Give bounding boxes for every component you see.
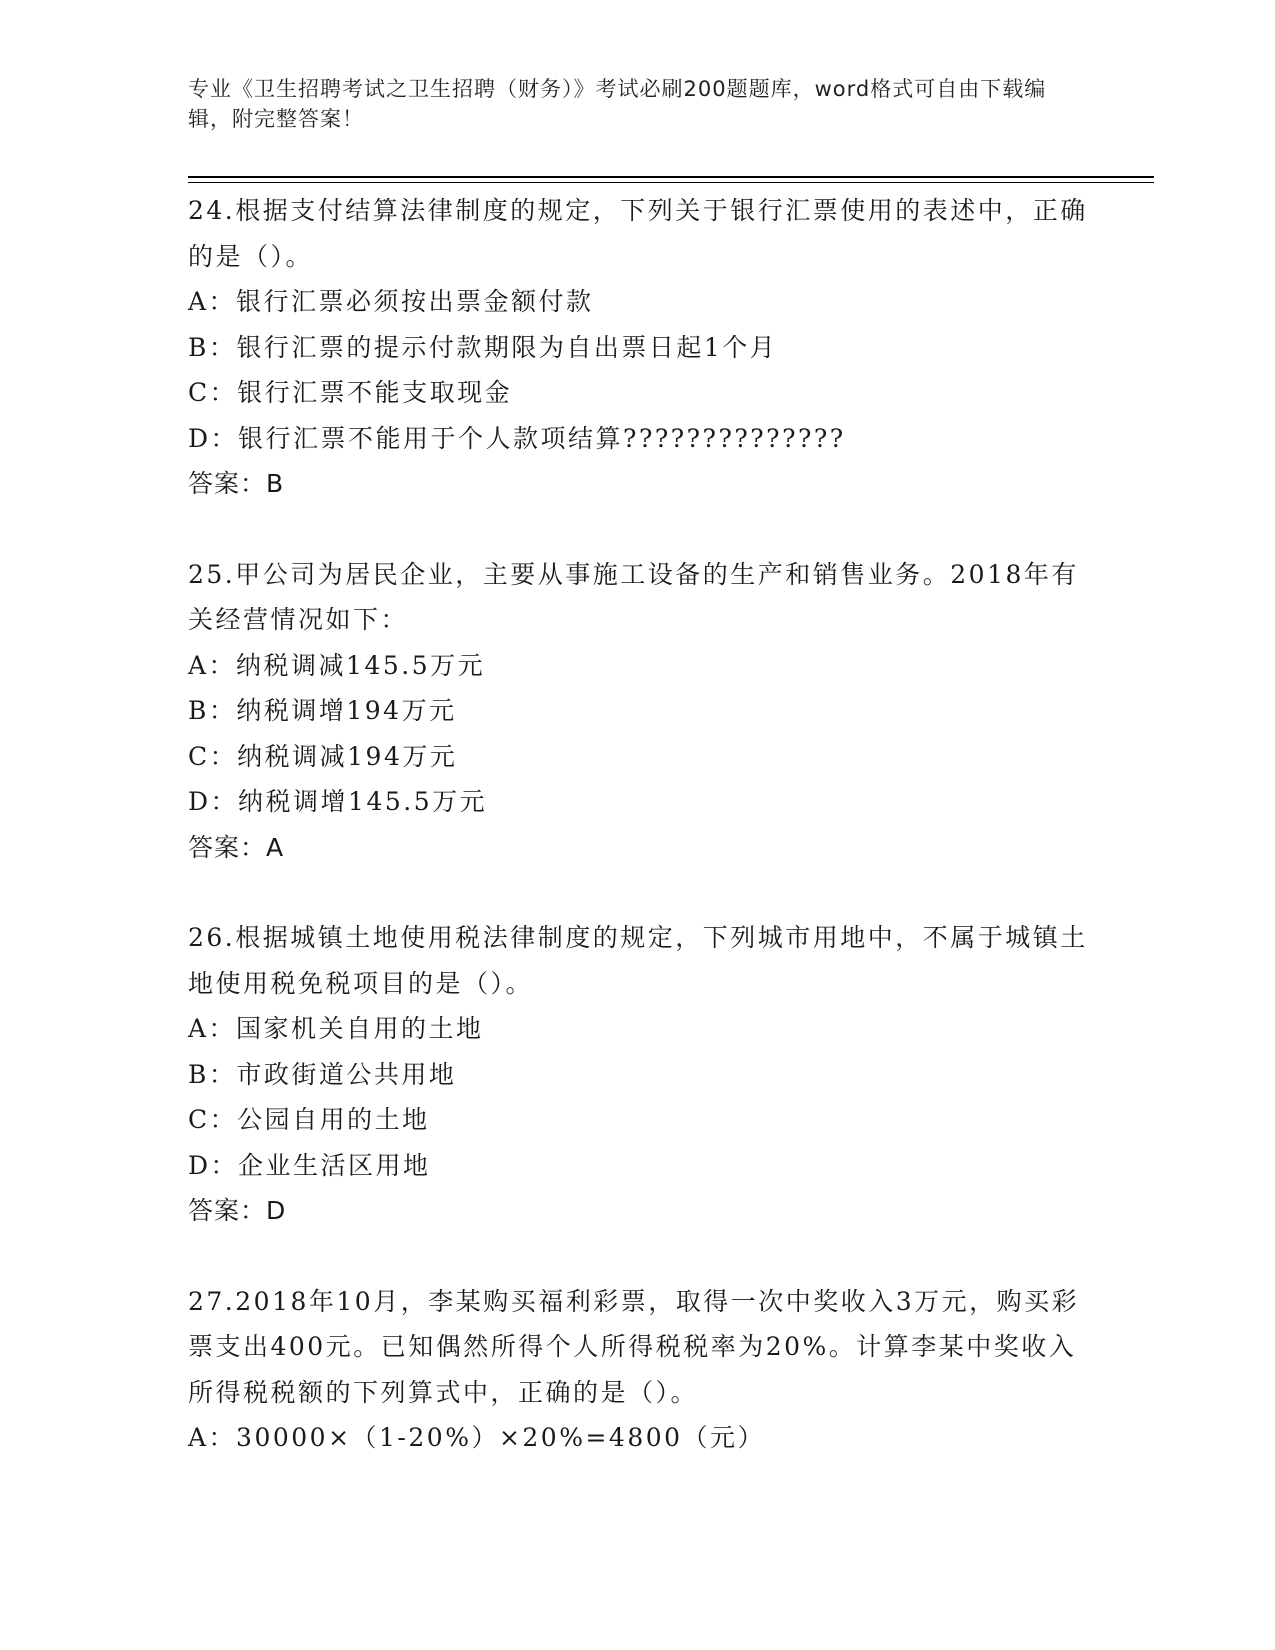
question-list (188, 188, 1088, 1506)
question-stem: 27.2018年10月，李某购买福利彩票，取得一次中奖收入3万元，购买彩票支出400元。已知偶然所得个人所得税税率为20%。计算李某中奖收入所得税税额的下列算式中，正确的是（）。 (188, 1286, 1080, 1407)
question-26 (188, 915, 1088, 1234)
option-d: D：企业生活区用地 (188, 1150, 431, 1180)
option-a: A：纳税调减145.5万元 (188, 650, 486, 680)
option-b: B：市政街道公共用地 (188, 1059, 457, 1089)
answer-line: 答案：A (188, 832, 285, 862)
question-stem: 24.根据支付结算法律制度的规定，下列关于银行汇票使用的表述中，正确的是（）。 (188, 196, 1088, 271)
option-c: C：公园自用的土地 (188, 1105, 430, 1134)
question-25 (188, 552, 1088, 871)
answer-line: 答案：B (188, 469, 285, 498)
question-stem: 26.根据城镇土地使用税法律制度的规定，下列城市用地中，不属于城镇土地使用税免税项目的是（）。 (188, 923, 1088, 998)
option-a: A：30000×（1-20%）×20%=4800（元） (188, 1423, 766, 1452)
option-a: A：银行汇票必须按出票金额付款 (188, 287, 594, 316)
document-header: 专业《卫生招聘考试之卫生招聘（财务）》考试必刷200题题库，word格式可自由下载编辑，附完整答案！ (188, 77, 1047, 131)
option-c: C：银行汇票不能支取现金 (188, 378, 513, 407)
question-stem: 25.甲公司为居民企业，主要从事施工设备的生产和销售业务。2018年有关经营情况如下： (188, 559, 1079, 634)
option-b: B：银行汇票的提示付款期限为自出票日起1个月 (188, 332, 778, 362)
option-b: B：纳税调增194万元 (188, 696, 457, 725)
question-24 (188, 188, 1088, 507)
option-d: D：银行汇票不能用于个人款项结算?????????????? (188, 423, 846, 453)
question-27 (188, 1279, 1088, 1461)
option-c: C：纳税调减194万元 (188, 741, 458, 771)
option-a: A：国家机关自用的土地 (188, 1014, 484, 1043)
option-d: D：纳税调增145.5万元 (188, 787, 488, 816)
answer-line: 答案：D (188, 1196, 287, 1225)
header-rule-thin (188, 182, 1154, 183)
header-rule-thick (188, 176, 1154, 178)
